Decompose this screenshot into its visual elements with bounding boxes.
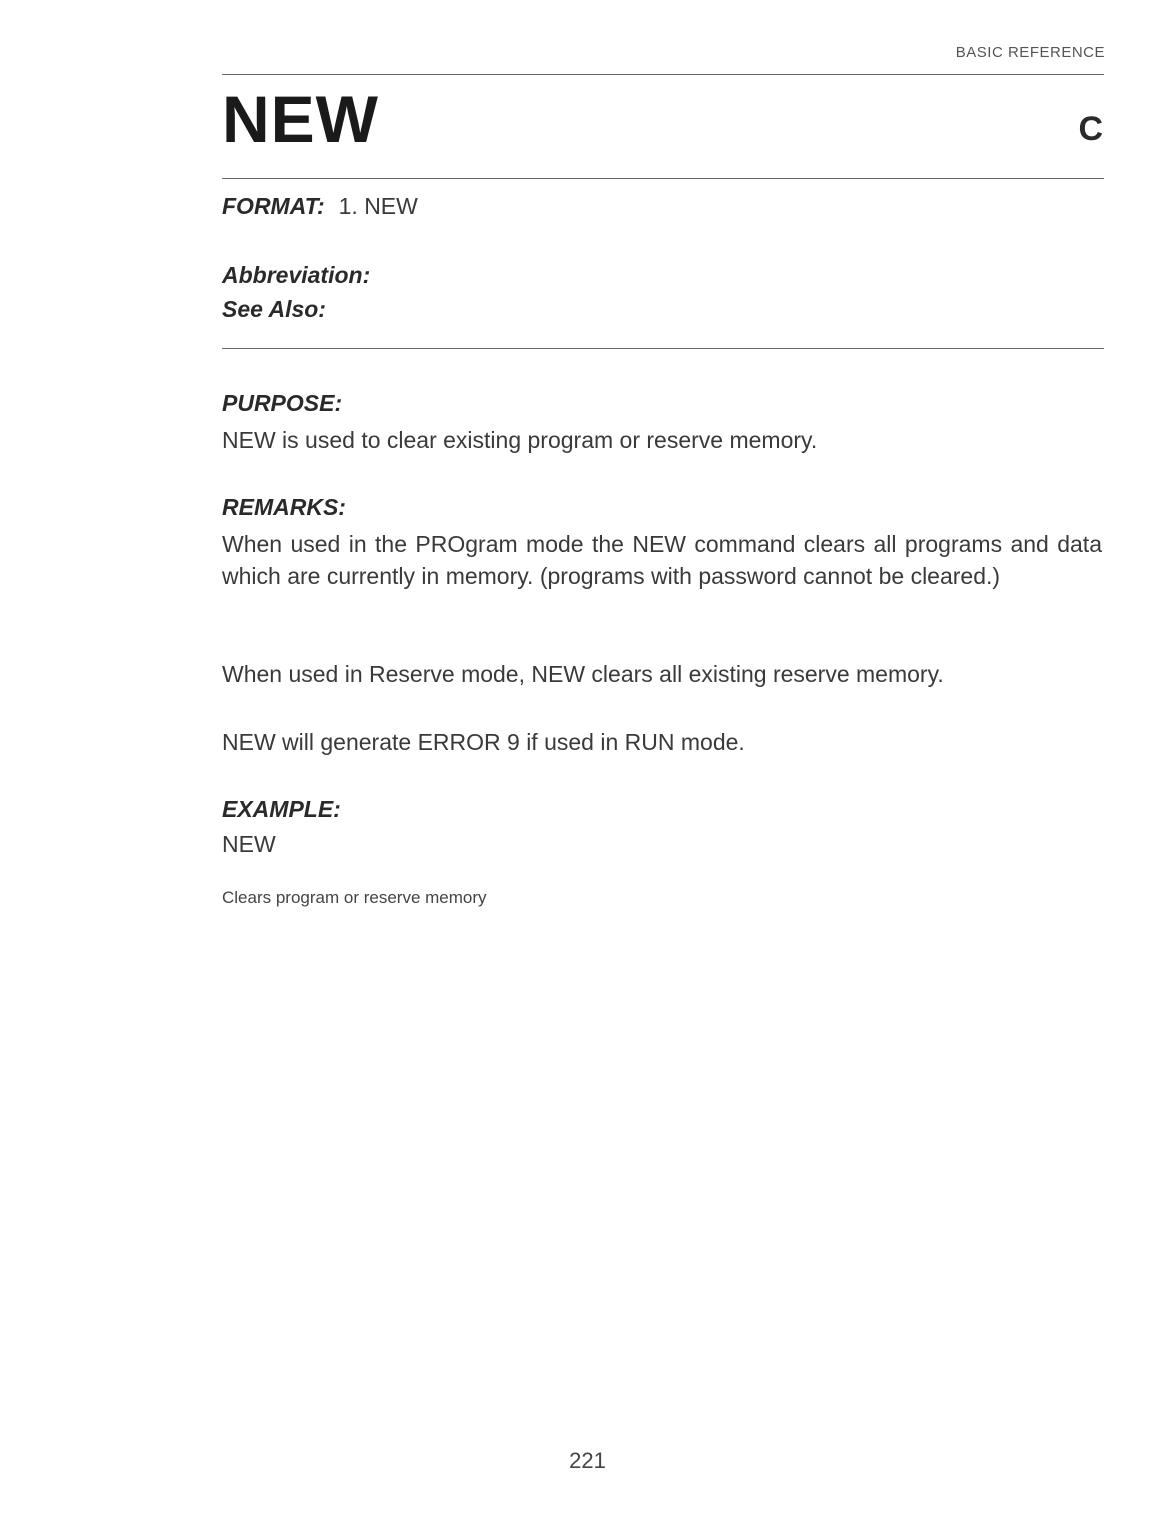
section-rule	[222, 348, 1104, 349]
purpose-text: NEW is used to clear existing program or reserve memory.	[222, 427, 818, 453]
abbreviation-label: Abbreviation:	[222, 262, 371, 288]
remarks-paragraph-3: NEW will generate ERROR 9 if used in RUN mode.	[222, 729, 745, 755]
top-rule	[222, 74, 1104, 75]
title-rule	[222, 178, 1104, 179]
see-also-label: See Also:	[222, 296, 326, 322]
remarks-paragraph-1: When used in the PROgram mode the NEW command clears all programs and data which are currently in memory. (programs with password cannot be cleared.)	[222, 531, 1102, 589]
format-label: FORMAT:	[222, 193, 325, 219]
page-number: 221	[569, 1448, 606, 1473]
remarks-label: REMARKS:	[222, 494, 346, 520]
command-type-badge: C	[1078, 110, 1103, 148]
command-title: NEW	[222, 82, 379, 156]
remarks-paragraph-2: When used in Reserve mode, NEW clears all existing reserve memory.	[222, 661, 944, 687]
running-head: BASIC REFERENCE	[955, 44, 1105, 61]
purpose-label: PURPOSE:	[222, 390, 343, 416]
example-caption: Clears program or reserve memory	[222, 888, 487, 907]
format-value: 1. NEW	[338, 193, 418, 219]
example-code: NEW	[222, 831, 276, 857]
format-row	[222, 193, 418, 220]
example-label: EXAMPLE:	[222, 796, 341, 822]
